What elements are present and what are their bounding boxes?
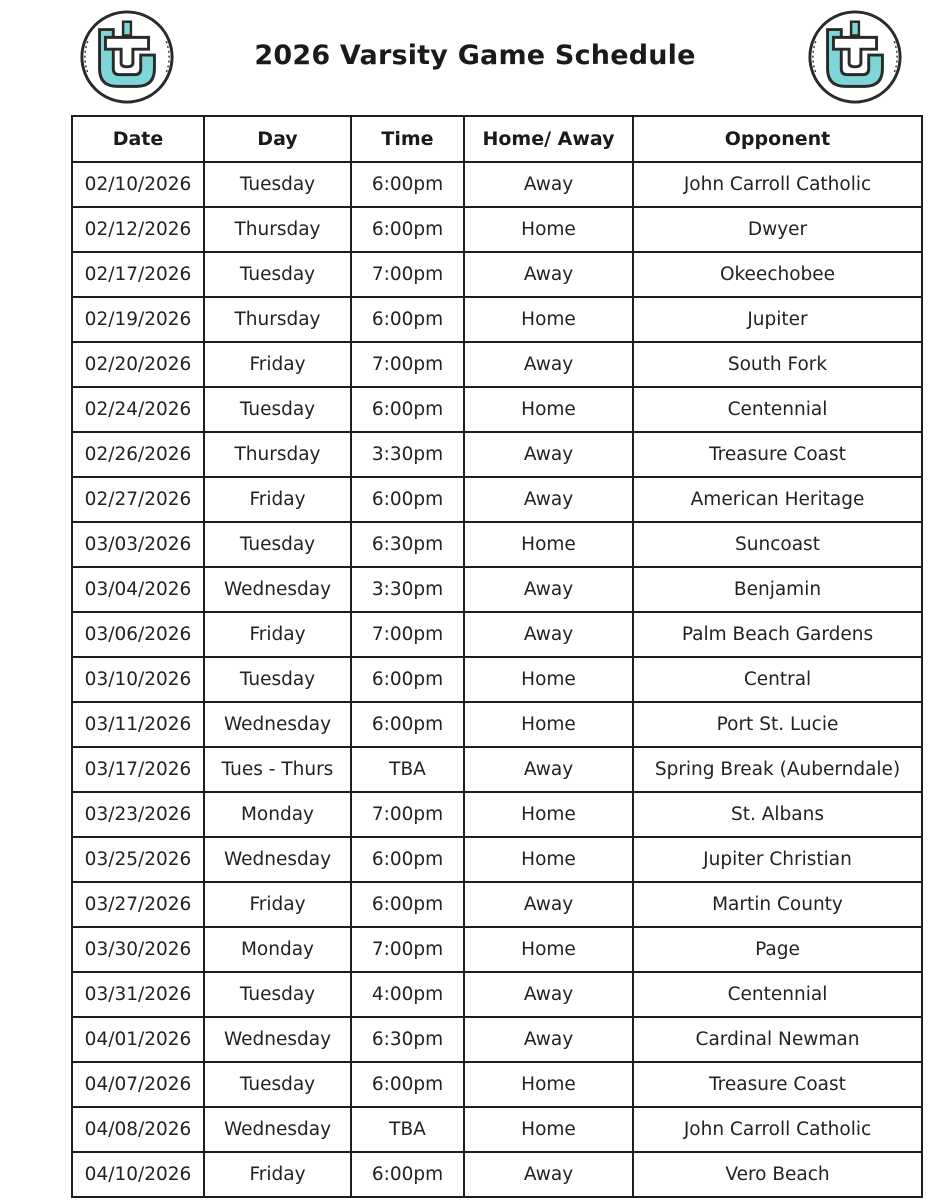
cell-day: Tuesday (204, 1062, 351, 1107)
cell-home-away: Home (464, 297, 633, 342)
cell-opponent: Vero Beach (633, 1152, 922, 1197)
cell-day: Wednesday (204, 837, 351, 882)
cell-opponent: John Carroll Catholic (633, 162, 922, 207)
cell-day: Tuesday (204, 252, 351, 297)
table-row (72, 1017, 922, 1062)
table-row (72, 657, 922, 702)
cell-day: Tuesday (204, 522, 351, 567)
cell-date: 02/26/2026 (72, 432, 204, 477)
table-row (72, 1107, 922, 1152)
cell-day: Wednesday (204, 702, 351, 747)
cell-home-away: Away (464, 1017, 633, 1062)
column-header-day: Day (204, 116, 351, 162)
cell-date: 03/23/2026 (72, 792, 204, 837)
cell-day: Friday (204, 477, 351, 522)
cell-home-away: Away (464, 477, 633, 522)
cell-date: 02/17/2026 (72, 252, 204, 297)
cell-date: 02/24/2026 (72, 387, 204, 432)
cell-opponent: Cardinal Newman (633, 1017, 922, 1062)
cell-time: 6:00pm (351, 882, 464, 927)
cell-home-away: Home (464, 927, 633, 972)
table-header-row (72, 116, 922, 162)
cell-time: 6:00pm (351, 297, 464, 342)
cell-home-away: Home (464, 1107, 633, 1152)
cell-time: 6:00pm (351, 1062, 464, 1107)
cell-home-away: Away (464, 342, 633, 387)
cell-time: 3:30pm (351, 432, 464, 477)
cell-home-away: Home (464, 387, 633, 432)
cell-day: Tuesday (204, 657, 351, 702)
cell-date: 03/17/2026 (72, 747, 204, 792)
cell-day: Monday (204, 927, 351, 972)
cell-opponent: Martin County (633, 882, 922, 927)
table-row (72, 432, 922, 477)
table-row (72, 297, 922, 342)
column-header-date: Date (72, 116, 204, 162)
page-title: 2026 Varsity Game Schedule (254, 40, 696, 71)
table-row (72, 1062, 922, 1107)
cell-date: 02/10/2026 (72, 162, 204, 207)
cell-home-away: Home (464, 792, 633, 837)
cell-day: Thursday (204, 297, 351, 342)
cell-opponent: John Carroll Catholic (633, 1107, 922, 1152)
cell-home-away: Home (464, 207, 633, 252)
cell-day: Monday (204, 792, 351, 837)
cell-time: 6:30pm (351, 522, 464, 567)
cell-opponent: Palm Beach Gardens (633, 612, 922, 657)
cell-time: 6:00pm (351, 207, 464, 252)
table-row (72, 927, 922, 972)
cell-opponent: Treasure Coast (633, 1062, 922, 1107)
table-row (72, 882, 922, 927)
cell-opponent: South Fork (633, 342, 922, 387)
cell-time: 4:00pm (351, 972, 464, 1017)
cell-opponent: Benjamin (633, 567, 922, 612)
cell-time: 7:00pm (351, 252, 464, 297)
table-row (72, 747, 922, 792)
table-row (72, 207, 922, 252)
cell-date: 03/27/2026 (72, 882, 204, 927)
cell-date: 04/01/2026 (72, 1017, 204, 1062)
cell-date: 02/12/2026 (72, 207, 204, 252)
cell-day: Thursday (204, 432, 351, 477)
table-row (72, 837, 922, 882)
cell-date: 04/10/2026 (72, 1152, 204, 1197)
table-row (72, 702, 922, 747)
cell-day: Tuesday (204, 162, 351, 207)
cell-home-away: Away (464, 162, 633, 207)
cell-home-away: Away (464, 612, 633, 657)
cell-opponent: Treasure Coast (633, 432, 922, 477)
cell-day: Thursday (204, 207, 351, 252)
cell-time: 6:00pm (351, 477, 464, 522)
cell-day: Friday (204, 342, 351, 387)
cell-time: 7:00pm (351, 927, 464, 972)
cell-date: 03/31/2026 (72, 972, 204, 1017)
cell-home-away: Home (464, 522, 633, 567)
cell-time: TBA (351, 1107, 464, 1152)
cell-opponent: Jupiter (633, 297, 922, 342)
table-row (72, 972, 922, 1017)
cell-home-away: Away (464, 252, 633, 297)
cell-date: 04/07/2026 (72, 1062, 204, 1107)
cell-day: Tuesday (204, 972, 351, 1017)
cell-date: 03/25/2026 (72, 837, 204, 882)
schedule-table (71, 115, 923, 1198)
cell-day: Tuesday (204, 387, 351, 432)
cell-day: Wednesday (204, 567, 351, 612)
cell-time: 6:00pm (351, 837, 464, 882)
cell-day: Friday (204, 1152, 351, 1197)
cell-date: 03/04/2026 (72, 567, 204, 612)
cell-time: 6:00pm (351, 1152, 464, 1197)
cell-home-away: Away (464, 1152, 633, 1197)
cell-opponent: Central (633, 657, 922, 702)
cell-time: 6:00pm (351, 657, 464, 702)
cell-time: 6:00pm (351, 162, 464, 207)
cell-time: 6:00pm (351, 702, 464, 747)
cell-date: 03/11/2026 (72, 702, 204, 747)
cell-home-away: Home (464, 657, 633, 702)
table-row (72, 342, 922, 387)
cell-time: 7:00pm (351, 792, 464, 837)
cell-date: 02/20/2026 (72, 342, 204, 387)
cell-home-away: Home (464, 1062, 633, 1107)
cell-date: 04/08/2026 (72, 1107, 204, 1152)
cell-opponent: St. Albans (633, 792, 922, 837)
cell-day: Friday (204, 612, 351, 657)
cell-time: TBA (351, 747, 464, 792)
cell-home-away: Away (464, 567, 633, 612)
cell-time: 6:00pm (351, 387, 464, 432)
cell-day: Tues - Thurs (204, 747, 351, 792)
cell-home-away: Away (464, 972, 633, 1017)
cell-date: 02/27/2026 (72, 477, 204, 522)
cell-date: 03/10/2026 (72, 657, 204, 702)
cell-opponent: Spring Break (Auberndale) (633, 747, 922, 792)
cell-opponent: Dwyer (633, 207, 922, 252)
cell-opponent: American Heritage (633, 477, 922, 522)
cell-opponent: Page (633, 927, 922, 972)
column-header-opponent: Opponent (633, 116, 922, 162)
table-row (72, 1152, 922, 1197)
column-header-time: Time (351, 116, 464, 162)
column-header-home-away: Home/ Away (464, 116, 633, 162)
cell-opponent: Port St. Lucie (633, 702, 922, 747)
cell-home-away: Away (464, 432, 633, 477)
baseball-monogram-logo-icon (806, 8, 904, 106)
table-row (72, 252, 922, 297)
cell-time: 3:30pm (351, 567, 464, 612)
cell-opponent: Centennial (633, 387, 922, 432)
table-row (72, 792, 922, 837)
cell-opponent: Centennial (633, 972, 922, 1017)
table-row (72, 477, 922, 522)
cell-home-away: Away (464, 747, 633, 792)
cell-home-away: Home (464, 837, 633, 882)
cell-home-away: Away (464, 882, 633, 927)
cell-opponent: Suncoast (633, 522, 922, 567)
cell-day: Wednesday (204, 1107, 351, 1152)
cell-opponent: Okeechobee (633, 252, 922, 297)
table-row (72, 522, 922, 567)
cell-date: 03/30/2026 (72, 927, 204, 972)
cell-time: 6:30pm (351, 1017, 464, 1062)
cell-date: 03/03/2026 (72, 522, 204, 567)
cell-day: Wednesday (204, 1017, 351, 1062)
cell-home-away: Home (464, 702, 633, 747)
cell-date: 02/19/2026 (72, 297, 204, 342)
cell-time: 7:00pm (351, 612, 464, 657)
table-row (72, 387, 922, 432)
table-row (72, 612, 922, 657)
cell-opponent: Jupiter Christian (633, 837, 922, 882)
schedule-body (72, 162, 922, 1197)
table-row (72, 567, 922, 612)
cell-day: Friday (204, 882, 351, 927)
cell-date: 03/06/2026 (72, 612, 204, 657)
table-row (72, 162, 922, 207)
cell-time: 7:00pm (351, 342, 464, 387)
